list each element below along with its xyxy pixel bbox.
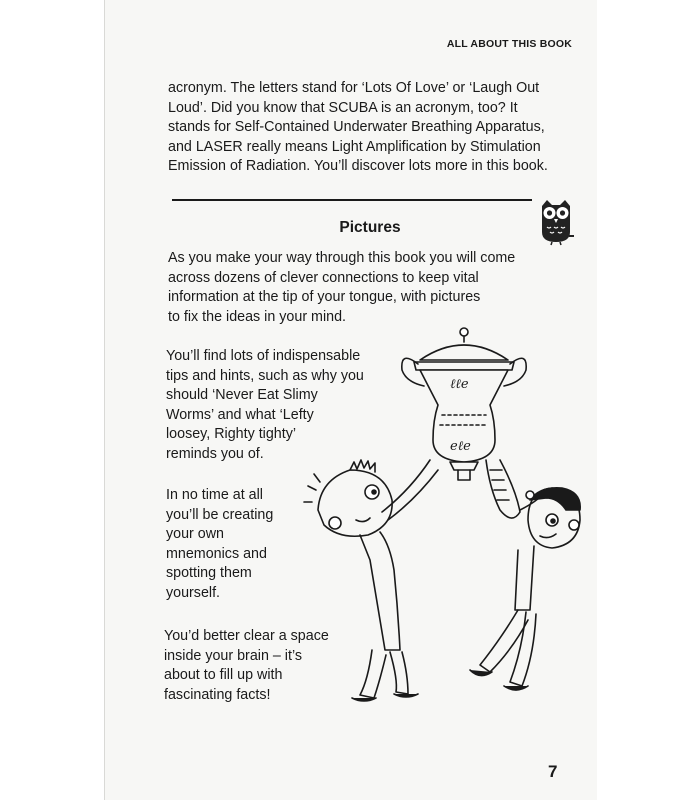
text-line: tips and hints, such as why you (166, 367, 364, 384)
owl-icon (536, 198, 576, 246)
trophy-inscription-top: ℓℓe (450, 377, 469, 392)
text-line: In no time at all (166, 487, 263, 503)
text-line: information at the tip of your tongue, with pictures (168, 289, 481, 305)
intro-paragraph (168, 79, 548, 177)
trophy-inscription-bottom: eℓe (450, 439, 471, 454)
text-line: You’ll find lots of indispensable (166, 348, 361, 364)
right-kid-figure (470, 460, 580, 690)
text-line: stands for Self-Contained Underwater Breathing Apparatus, (168, 119, 545, 135)
text-line: As you make your way through this book you will come (168, 250, 516, 266)
text-line: should ‘Never Eat Slimy (166, 387, 318, 403)
text-line: loosey, Righty tighty’ (166, 426, 297, 442)
page-number: 7 (548, 762, 558, 781)
pictures-paragraph (168, 249, 515, 327)
kids-holding-trophy-illustration (290, 320, 590, 710)
text-line: and LASER really means Light Amplification by Stimulation (168, 138, 541, 155)
no-time-paragraph (166, 486, 273, 603)
text-line: reminds you of. (166, 445, 264, 462)
text-line: You’d better clear a space (164, 628, 329, 644)
left-kid-figure (304, 460, 438, 701)
text-line: your own (166, 526, 225, 542)
text-line: Emission of Radiation. You’ll discover lots more in this book. (168, 158, 548, 174)
text-line: Worms’ and what ‘Lefty (166, 406, 314, 423)
text-line: about to fill up with (164, 667, 283, 683)
text-line: inside your brain – it’s (164, 647, 303, 664)
text-line: acronym. The letters stand for ‘Lots Of Love’ or ‘Laugh Out (168, 80, 540, 96)
text-line: across dozens of clever connections to keep vital (168, 269, 479, 286)
text-line: you’ll be creating (166, 506, 274, 523)
text-line: yourself. (166, 584, 221, 601)
section-divider (172, 199, 532, 201)
running-head: ALL ABOUT THIS BOOK (446, 38, 572, 50)
section-heading: Pictures (339, 219, 401, 236)
text-line: fascinating facts! (164, 686, 271, 703)
trophy-icon (402, 328, 526, 480)
text-line: to fix the ideas in your mind. (168, 308, 347, 325)
text-line: spotting them (166, 565, 252, 581)
text-line: mnemonics and (166, 545, 267, 562)
text-line: Loud’. Did you know that SCUBA is an acronym, too? It (168, 99, 518, 116)
